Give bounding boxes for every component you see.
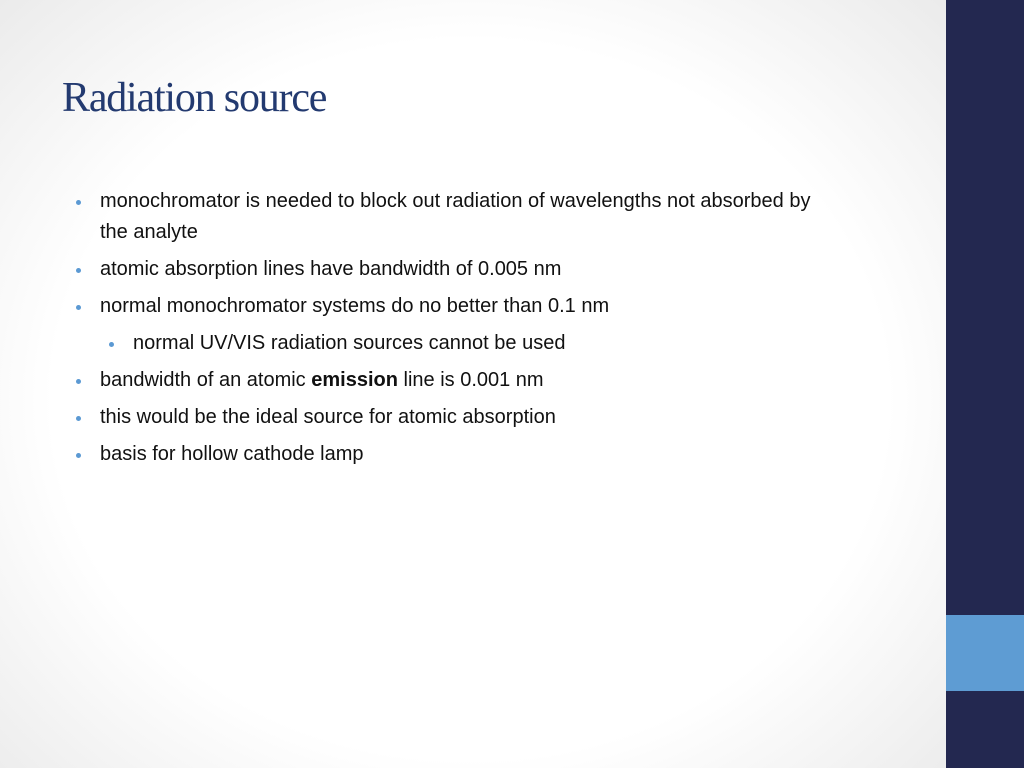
sub-bullet-item	[107, 328, 834, 359]
bullet-text: monochromator is needed to block out radiation of wavelengths not absorbed by the analyte	[100, 190, 811, 243]
bullet-item	[74, 365, 834, 396]
bullet-item	[74, 291, 834, 322]
bullet-text-prefix: bandwidth of an atomic	[100, 369, 312, 391]
bullet-dot-icon	[76, 268, 81, 273]
sidebar-accent-block	[946, 615, 1024, 691]
bullet-text: this would be the ideal source for atomic absorption	[100, 406, 556, 428]
bullet-dot-icon	[109, 342, 114, 347]
bullet-text	[100, 369, 544, 391]
bullet-text: atomic absorption lines have bandwidth of 0.005 nm	[100, 258, 562, 280]
bullet-item	[74, 254, 834, 285]
bullet-list	[74, 186, 834, 476]
bullet-dot-icon	[76, 200, 81, 205]
bullet-text: normal monochromator systems do no better than 0.1 nm	[100, 295, 610, 317]
bullet-text: basis for hollow cathode lamp	[100, 443, 364, 465]
bullet-dot-icon	[76, 416, 81, 421]
bullet-text-suffix: line is 0.001 nm	[397, 369, 544, 391]
slide-title: Radiation source	[62, 75, 327, 121]
bullet-item	[74, 402, 834, 433]
bullet-dot-icon	[76, 305, 81, 310]
bullet-item	[74, 439, 834, 470]
bullet-dot-icon	[76, 453, 81, 458]
emphasized-term: emission	[311, 369, 398, 391]
sub-bullet-text: normal UV/VIS radiation sources cannot be used	[133, 332, 566, 354]
bullet-dot-icon	[76, 379, 81, 384]
bullet-item	[74, 186, 834, 248]
